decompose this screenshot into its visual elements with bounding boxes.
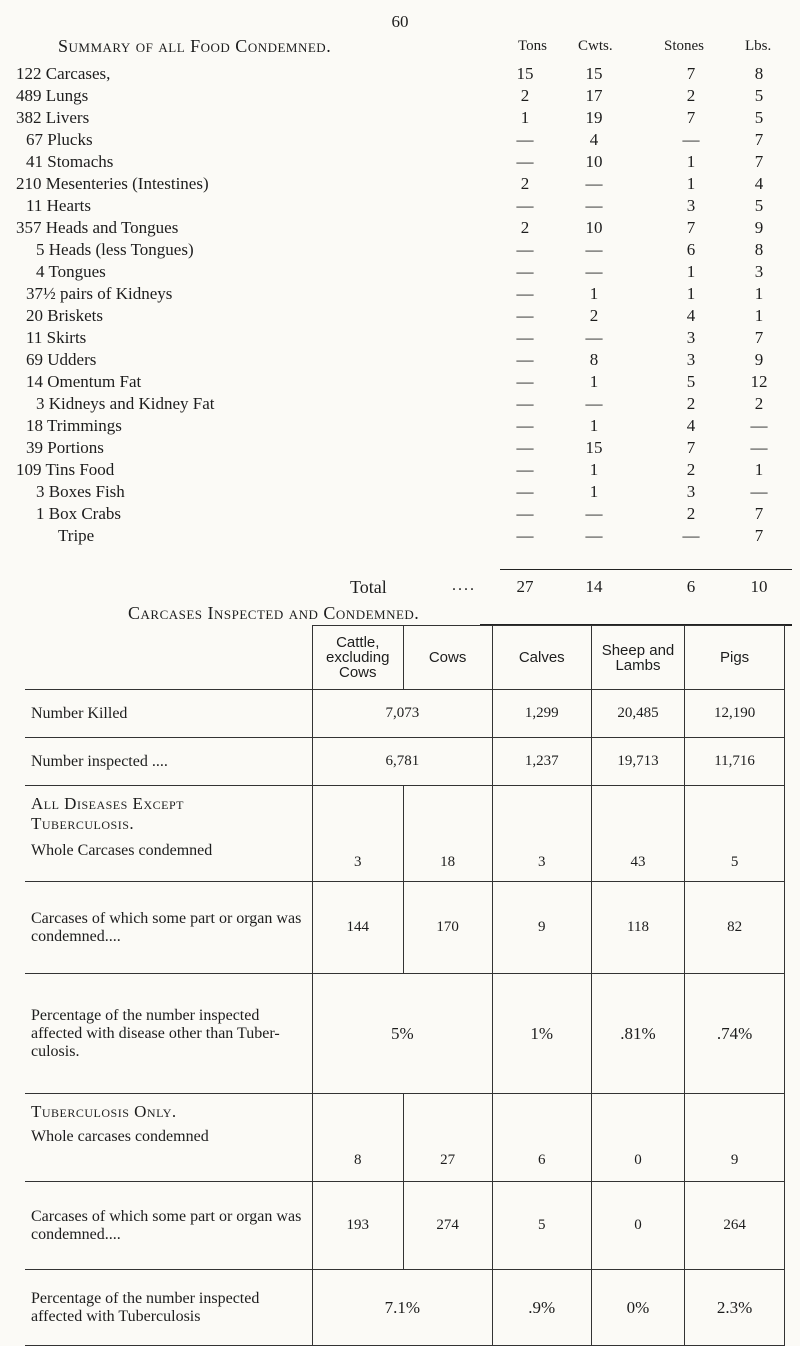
- cell-ad-part-cows: 170: [403, 882, 492, 974]
- col-head-cattle: Cattle, excluding Cows: [312, 626, 403, 690]
- summary-row-item: 11 Skirts: [26, 328, 87, 347]
- section-heading-all-diseases: All Diseases Except: [31, 794, 184, 813]
- cell-tb-whole-sheep: 0: [591, 1094, 684, 1182]
- summary-row: [0, 350, 790, 372]
- summary-row-tons: —: [516, 240, 534, 259]
- total-lbs: 10: [750, 577, 768, 596]
- section-heading-tuberculosis: Tuberculosis Only.: [31, 1102, 177, 1121]
- summary-row-cwts: 1: [589, 416, 599, 435]
- summary-row-tons: —: [516, 130, 534, 149]
- cell-killed-calves: 1,299: [492, 690, 591, 738]
- summary-row-tons: —: [516, 438, 534, 457]
- cell-killed-pigs: 12,190: [685, 690, 785, 738]
- col-header-stones: Stones: [664, 38, 705, 54]
- cell-tb-pct-pigs: 2.3%: [685, 1270, 785, 1346]
- summary-row-cwts: 19: [585, 108, 603, 127]
- cell-ad-part-pigs: 82: [685, 882, 785, 974]
- summary-row-stones: 1: [686, 152, 696, 171]
- summary-row-stones: 3: [686, 350, 696, 369]
- summary-row: [0, 240, 790, 262]
- summary-row-stones: 7: [686, 438, 696, 457]
- summary-row-stones: 2: [686, 86, 696, 105]
- summary-row-cwts: 1: [589, 372, 599, 391]
- summary-row-cwts: 15: [585, 64, 603, 83]
- total-dots: ....: [452, 577, 476, 594]
- summary-row-lbs: 1: [754, 460, 764, 479]
- summary-row-cwts: —: [585, 240, 603, 259]
- table-row: [25, 786, 785, 882]
- summary-row-stones: 2: [686, 504, 696, 523]
- page-number: 60: [391, 12, 409, 31]
- summary-row-stones: 7: [686, 64, 696, 83]
- summary-row-item: 41 Stomachs: [26, 152, 114, 171]
- summary-row-stones: 6: [686, 240, 696, 259]
- summary-row-tons: —: [516, 504, 534, 523]
- summary-row-tons: —: [516, 284, 534, 303]
- summary-row-tons: —: [516, 394, 534, 413]
- cell-tb-pct-cattle-cows: 7.1%: [312, 1270, 492, 1346]
- cell-tb-part-pigs: 264: [685, 1182, 785, 1270]
- summary-row: [0, 284, 790, 306]
- summary-row-cwts: —: [585, 196, 603, 215]
- summary-row-item: 69 Udders: [26, 350, 97, 369]
- summary-row: [0, 372, 790, 394]
- summary-row-tons: 2: [520, 86, 530, 105]
- summary-row: [0, 394, 790, 416]
- table-row: [25, 738, 785, 786]
- blank-corner: [25, 626, 312, 690]
- summary-row-stones: 5: [686, 372, 696, 391]
- summary-row-stones: 1: [686, 174, 696, 193]
- summary-row-cwts: 4: [589, 130, 599, 149]
- cell-tb-part-sheep: 0: [591, 1182, 684, 1270]
- summary-row-stones: —: [682, 130, 700, 149]
- table-row: [25, 1182, 785, 1270]
- summary-row-tons: 1: [520, 108, 530, 127]
- summary-row: [0, 526, 790, 548]
- summary-row-tons: —: [516, 262, 534, 281]
- summary-row-cwts: 2: [589, 306, 599, 325]
- cell-tb-whole-cattle: 8: [312, 1094, 403, 1182]
- cell-ad-whole-pigs: 5: [685, 786, 785, 882]
- summary-row-item: 210 Mesenteries (Intestines): [16, 174, 209, 193]
- row-label-number-inspected: Number inspected ....: [25, 738, 312, 786]
- summary-row-item: 357 Heads and Tongues: [16, 218, 179, 237]
- summary-row-stones: 7: [686, 218, 696, 237]
- summary-row-lbs: 8: [754, 64, 764, 83]
- cell-tb-part-cows: 274: [403, 1182, 492, 1270]
- summary-row-stones: 1: [686, 262, 696, 281]
- row-label-tb-pct: Percentage of the number inspected affected with Tuberculosis: [25, 1270, 312, 1346]
- col-head-sheep: Sheep and Lambs: [591, 626, 684, 690]
- summary-row-cwts: —: [585, 328, 603, 347]
- summary-row: [0, 482, 790, 504]
- cell-ad-whole-calves: 3: [492, 786, 591, 882]
- summary-row-item: 122 Carcases,: [16, 64, 111, 83]
- summary-row: [0, 130, 790, 152]
- summary-row-cwts: 10: [585, 218, 603, 237]
- cell-tb-pct-calves: .9%: [492, 1270, 591, 1346]
- summary-row: [0, 218, 790, 240]
- total-tons: 27: [516, 577, 534, 596]
- summary-row-cwts: 17: [585, 86, 603, 105]
- summary-row: [0, 108, 790, 130]
- summary-row-lbs: 9: [754, 350, 764, 369]
- summary-row: [0, 460, 790, 482]
- summary-row-cwts: 15: [585, 438, 603, 457]
- summary-row-stones: 2: [686, 460, 696, 479]
- summary-row-lbs: 5: [754, 86, 764, 105]
- cell-ad-part-cattle: 144: [312, 882, 403, 974]
- summary-row-lbs: 7: [754, 504, 764, 523]
- summary-row-lbs: 1: [754, 306, 764, 325]
- summary-row-lbs: 4: [754, 174, 764, 193]
- summary-row: [0, 86, 790, 108]
- summary-row-item: 489 Lungs: [16, 86, 89, 105]
- summary-row-cwts: —: [585, 526, 603, 545]
- summary-row: [0, 306, 790, 328]
- row-label-text: Whole Carcases condemned: [31, 842, 213, 859]
- summary-row-item: 14 Omentum Fat: [26, 372, 142, 391]
- summary-row-item: 3 Boxes Fish: [36, 482, 125, 501]
- summary-row-tons: —: [516, 372, 534, 391]
- summary-row-cwts: —: [585, 174, 603, 193]
- summary-row-tons: —: [516, 350, 534, 369]
- summary-row-cwts: —: [585, 504, 603, 523]
- summary-row-lbs: 7: [754, 526, 764, 545]
- summary-row-stones: 2: [686, 394, 696, 413]
- summary-row-lbs: 7: [754, 130, 764, 149]
- summary-row-lbs: —: [750, 416, 768, 435]
- summary-row-lbs: 12: [750, 372, 768, 391]
- cell-tb-whole-calves: 6: [492, 1094, 591, 1182]
- cell-inspected-pigs: 11,716: [685, 738, 785, 786]
- summary-row-stones: 3: [686, 196, 696, 215]
- cell-killed-sheep: 20,485: [591, 690, 684, 738]
- summary-row: [0, 196, 790, 218]
- summary-row-item: Tripe: [58, 526, 95, 545]
- summary-row: [0, 262, 790, 284]
- summary-row-item: 39 Portions: [26, 438, 104, 457]
- total-rule: [500, 569, 792, 570]
- summary-row-tons: —: [516, 526, 534, 545]
- summary-row-stones: —: [682, 526, 700, 545]
- summary-row-item: 11 Hearts: [26, 196, 91, 215]
- cell-tb-part-calves: 5: [492, 1182, 591, 1270]
- cell-tb-whole-pigs: 9: [685, 1094, 785, 1182]
- summary-row-lbs: 2: [754, 394, 764, 413]
- summary-row-tons: —: [516, 152, 534, 171]
- summary-row-cwts: 1: [589, 284, 599, 303]
- summary-row: [0, 504, 790, 526]
- summary-row-tons: —: [516, 328, 534, 347]
- cell-inspected-cattle-cows: 6,781: [312, 738, 492, 786]
- table-row: [25, 1094, 785, 1182]
- summary-row: [0, 416, 790, 438]
- cell-inspected-calves: 1,237: [492, 738, 591, 786]
- row-label-all-diseases-pct: Percentage of the number inspected affected with disease other than Tuber-culosis.: [25, 974, 312, 1094]
- summary-row-cwts: —: [585, 262, 603, 281]
- cell-ad-whole-sheep: 43: [591, 786, 684, 882]
- summary-row-item: 109 Tins Food: [16, 460, 115, 479]
- summary-row-item: 3 Kidneys and Kidney Fat: [36, 394, 215, 413]
- summary-row-item: 4 Tongues: [36, 262, 106, 281]
- summary-row-stones: 3: [686, 482, 696, 501]
- summary-row-item: 1 Box Crabs: [36, 504, 121, 523]
- summary-row-lbs: 3: [754, 262, 764, 281]
- summary-row-lbs: 7: [754, 152, 764, 171]
- summary-row-cwts: 1: [589, 482, 599, 501]
- summary-row-stones: 4: [686, 416, 696, 435]
- summary-row-tons: 15: [516, 64, 534, 83]
- summary-row-lbs: 5: [754, 196, 764, 215]
- summary-row-stones: 4: [686, 306, 696, 325]
- summary-row-cwts: 8: [589, 350, 599, 369]
- col-header-cwts: Cwts.: [578, 38, 613, 54]
- summary-row-item: 20 Briskets: [26, 306, 103, 325]
- row-label-tb-whole: [25, 1094, 312, 1182]
- cell-tb-pct-sheep: 0%: [591, 1270, 684, 1346]
- summary-row-tons: —: [516, 416, 534, 435]
- summary-row-stones: 7: [686, 108, 696, 127]
- summary-row: [0, 174, 790, 196]
- col-header-tons: Tons: [518, 38, 547, 54]
- summary-title: Summary of all Food Condemned.: [58, 36, 332, 56]
- cell-ad-whole-cattle: 3: [312, 786, 403, 882]
- col-head-calves: Calves: [492, 626, 591, 690]
- row-label-number-killed: Number Killed: [25, 690, 312, 738]
- inspection-title: Carcases Inspected and Condemned.: [128, 603, 420, 623]
- summary-row-item: 67 Plucks: [26, 130, 93, 149]
- cell-ad-pct-sheep: .81%: [591, 974, 684, 1094]
- summary-row-cwts: —: [585, 394, 603, 413]
- row-label-all-diseases-part: Carcases of which some part or organ was condemned....: [25, 882, 312, 974]
- summary-row-item: 18 Trimmings: [26, 416, 122, 435]
- section-heading-tuberculosis-sub: Tuberculosis.: [31, 814, 135, 833]
- cell-ad-part-sheep: 118: [591, 882, 684, 974]
- table-row: [25, 882, 785, 974]
- summary-row: [0, 438, 790, 460]
- summary-row-item: 382 Livers: [16, 108, 90, 127]
- summary-row-lbs: —: [750, 482, 768, 501]
- summary-row-stones: 3: [686, 328, 696, 347]
- summary-row-stones: 1: [686, 284, 696, 303]
- row-label-all-diseases-whole: [25, 786, 312, 882]
- summary-row-lbs: 7: [754, 328, 764, 347]
- table-row: [25, 1270, 785, 1346]
- summary-row-tons: —: [516, 196, 534, 215]
- summary-row-tons: —: [516, 460, 534, 479]
- table-row: [25, 690, 785, 738]
- total-stones: 6: [686, 577, 696, 596]
- col-header-lbs: Lbs.: [745, 38, 772, 54]
- summary-row-lbs: 5: [754, 108, 764, 127]
- table-header-row: [25, 626, 785, 690]
- summary-row-cwts: 10: [585, 152, 603, 171]
- cell-ad-pct-cattle-cows: 5%: [312, 974, 492, 1094]
- summary-row-tons: 2: [520, 218, 530, 237]
- summary-row-lbs: 8: [754, 240, 764, 259]
- total-label: Total: [350, 577, 387, 597]
- col-head-pigs: Pigs: [685, 626, 785, 690]
- cell-ad-whole-cows: 18: [403, 786, 492, 882]
- row-label-tb-part: Carcases of which some part or organ was condemned....: [25, 1182, 312, 1270]
- summary-row-cwts: 1: [589, 460, 599, 479]
- cell-ad-pct-calves: 1%: [492, 974, 591, 1094]
- summary-row-tons: —: [516, 306, 534, 325]
- cell-tb-part-cattle: 193: [312, 1182, 403, 1270]
- cell-tb-whole-cows: 27: [403, 1094, 492, 1182]
- col-head-cows: Cows: [403, 626, 492, 690]
- row-label-text: Whole carcases condemned: [31, 1128, 209, 1145]
- summary-row-tons: —: [516, 482, 534, 501]
- cell-ad-pct-pigs: .74%: [685, 974, 785, 1094]
- summary-row: [0, 328, 790, 350]
- cell-inspected-sheep: 19,713: [591, 738, 684, 786]
- table-row: [25, 974, 785, 1094]
- cell-killed-cattle-cows: 7,073: [312, 690, 492, 738]
- summary-row: [0, 152, 790, 174]
- summary-row-lbs: 9: [754, 218, 764, 237]
- summary-row: [0, 64, 790, 86]
- summary-row-lbs: —: [750, 438, 768, 457]
- summary-row-lbs: 1: [754, 284, 764, 303]
- total-cwts: 14: [585, 577, 603, 596]
- summary-row-item: 5 Heads (less Tongues): [36, 240, 194, 259]
- summary-row-item: 37½ pairs of Kidneys: [26, 284, 173, 303]
- cell-ad-part-calves: 9: [492, 882, 591, 974]
- summary-row-tons: 2: [520, 174, 530, 193]
- inspection-table: [25, 625, 785, 1346]
